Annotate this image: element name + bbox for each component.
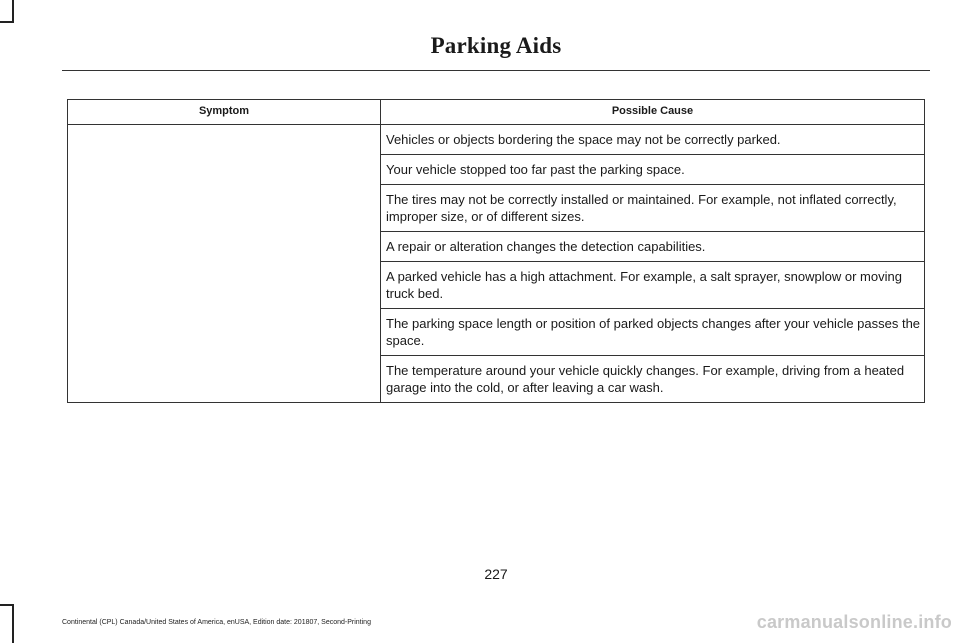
symptom-cell bbox=[68, 125, 381, 403]
cause-cell: Vehicles or objects bordering the space may not be correctly parked. bbox=[381, 125, 925, 155]
cause-cell: A parked vehicle has a high attachment. For example, a salt sprayer, snowplow or moving truck bed. bbox=[381, 262, 925, 309]
watermark-logo: carmanualsonline.info bbox=[756, 612, 952, 632]
symptom-cause-table bbox=[67, 99, 925, 403]
title-divider bbox=[62, 70, 930, 71]
crop-mark-bottom-left-v bbox=[12, 604, 14, 643]
crop-mark-top-left-h bbox=[0, 21, 14, 23]
cause-cell: The parking space length or position of parked objects changes after your vehicle passes the space. bbox=[381, 309, 925, 356]
table-header-row bbox=[68, 100, 925, 125]
crop-mark-bottom-left-h bbox=[0, 604, 14, 606]
header-possible-cause: Possible Cause bbox=[381, 100, 925, 125]
page-number: 227 bbox=[484, 566, 508, 582]
cause-cell: The tires may not be correctly installed or maintained. For example, not inflated correctly, improper size, or of different sizes. bbox=[381, 185, 925, 232]
page-title: Parking Aids bbox=[430, 33, 562, 58]
cause-cell: Your vehicle stopped too far past the parking space. bbox=[381, 155, 925, 185]
cause-cell: A repair or alteration changes the detection capabilities. bbox=[381, 232, 925, 262]
edition-footer: Continental (CPL) Canada/United States of America, enUSA, Edition date: 201807, Second-Printing bbox=[62, 619, 371, 626]
header-symptom: Symptom bbox=[68, 100, 381, 125]
crop-mark-top-left-v bbox=[12, 0, 14, 22]
table-row bbox=[68, 125, 925, 155]
cause-cell: The temperature around your vehicle quickly changes. For example, driving from a heated garage into the cold, or after leaving a car wash. bbox=[381, 356, 925, 403]
